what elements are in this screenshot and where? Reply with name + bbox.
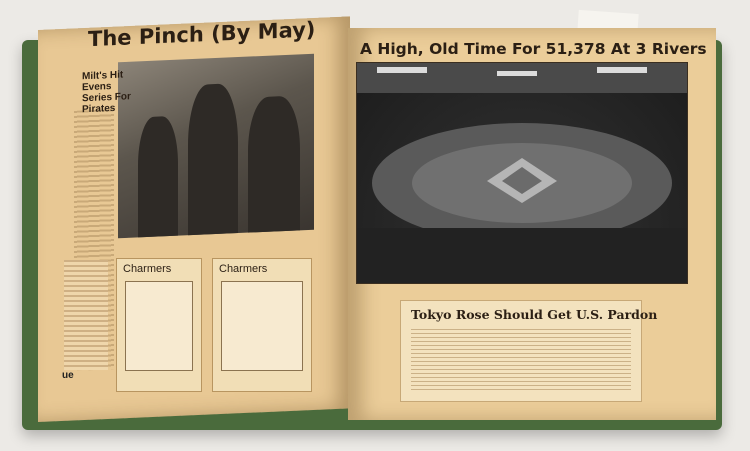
photo-figure (248, 95, 300, 232)
stadium-art (357, 63, 687, 283)
charmers-title: Charmers (123, 263, 172, 275)
charmers-title: Charmers (219, 263, 268, 275)
comic-art (125, 281, 193, 371)
tokyo-rose-article (400, 300, 658, 402)
right-headline: A High, Old Time For 51,378 At 3 Rivers (360, 40, 707, 58)
crowd-photo (118, 54, 314, 239)
photo-figure (138, 116, 178, 238)
left-clipping-text (64, 260, 108, 370)
left-headline: The Pinch (By May) (88, 17, 316, 52)
comic-art (221, 281, 303, 371)
photo-figure (188, 83, 238, 235)
article-title: Tokyo Rose Should Get U.S. Pardon (411, 307, 658, 322)
charmers-comic-left (116, 258, 202, 392)
left-subheadline: Milt's Hit Evens Series For Pirates (82, 69, 131, 116)
stadium-photo (356, 62, 688, 284)
charmers-comic-right (212, 258, 312, 392)
logo-mark: ue (62, 370, 74, 381)
article-body (411, 329, 631, 393)
